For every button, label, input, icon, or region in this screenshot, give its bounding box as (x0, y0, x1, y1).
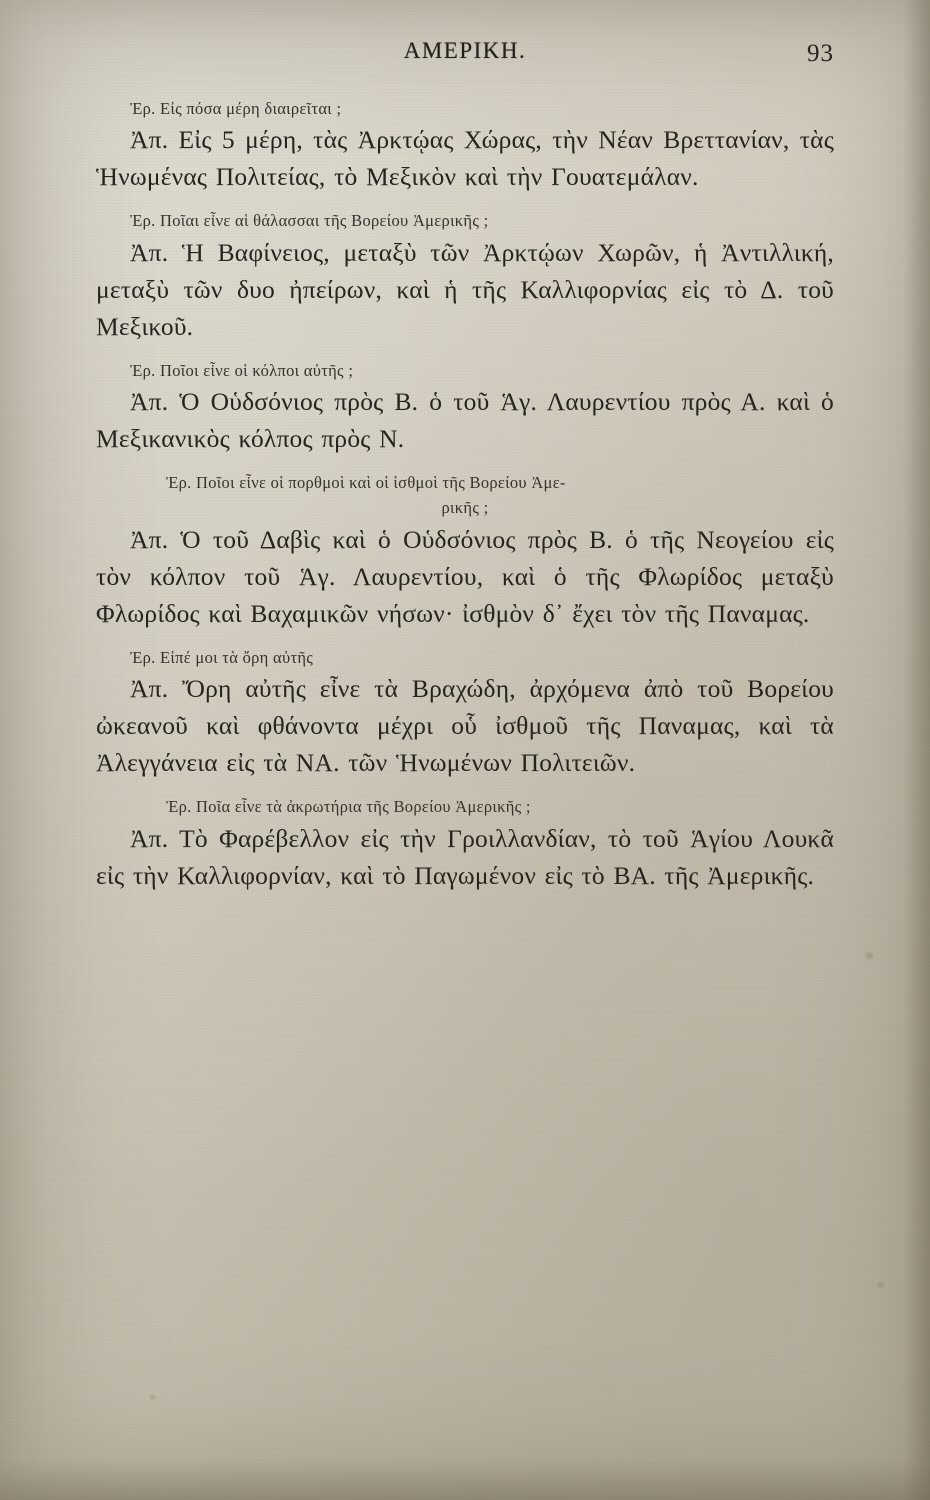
answer-paragraph: Ἀπ. Τὸ Φαρέβελλον εἰς τὴν Γροιλλανδίαν, τὸ τοῦ Ἁγίου Λουκᾶ εἰς τὴν Καλλιφορνίαν, καὶ τὸ Παγωμένον εἰς τὸ ΒΑ. τῆς Ἀμερικῆς. (96, 823, 834, 890)
paper-speck (866, 952, 873, 959)
page-edge-shadow-bottom (0, 1460, 930, 1500)
answer-paragraph: Ἀπ. Ὁ Οὑδσόνιος πρὸς Β. ὁ τοῦ Ἁγ. Λαυρεντίου πρὸς Α. καὶ ὁ Μεξικανικὸς κόλπος πρὸς Ν. (96, 387, 834, 454)
running-title: ΑΜΕΡΙΚΗ. (403, 38, 527, 63)
question-line: Ἐρ. Ποῖαι εἶνε αἱ θάλασσαι τῆς Βορείου Ἀμερικῆς ; (130, 211, 489, 231)
question-line: Ἐρ. Εἰπέ μοι τὰ ὄρη αὐτῆς (130, 647, 314, 667)
question-line-continuation: ρικῆς ; (441, 498, 489, 518)
question-line: Ἐρ. Εἰς πόσα μέρη διαιρεῖται ; (130, 99, 342, 118)
page-header (96, 38, 834, 84)
answer-paragraph: Ἀπ. Ἡ Βαφίνειος, μεταξὺ τῶν Ἀρκτῴων Χωρῶν, ἡ Ἀντιλλική, μεταξὺ τῶν δυο ἠπείρων, καὶ ἡ τῆς Καλλιφορνίας εἰς τὸ Δ. τοῦ Μεξικοῦ. (96, 237, 834, 341)
question-line: Ἐρ. Ποῖοι εἶνε οἱ κόλποι αὐτῆς ; (130, 360, 354, 380)
answer-paragraph: Ἀπ. Ὄρη αὐτῆς εἶνε τὰ Βραχώδη, ἀρχόμενα ἀπὸ τοῦ Βορείου ὠκεανοῦ καὶ φθάνοντα μέχρι οὗ ἰσθμοῦ τῆς Παναμας, καὶ τὰ Ἀλεγγάνεια εἰς τὰ ΝΑ. τῶν Ἡνωμένων Πολιτειῶν. (96, 674, 834, 778)
paper-speck (150, 1395, 155, 1400)
question-line: Ἐρ. Ποῖα εἶνε τὰ ἀκρωτήρια τῆς Βορείου Ἀμερικῆς ; (166, 797, 531, 817)
answer-paragraph: Ἀπ. Ὁ τοῦ Δαβὶς καὶ ὁ Οὑδσόνιος πρὸς Β. ὁ τῆς Νεογείου εἰς τὸν κόλπον τοῦ Ἁγ. Λαυρεντίου, καὶ ὁ τῆς Φλωρίδος μεταξὺ Φλωρίδος καὶ Βαχαμικῶν νήσων· ἰσθμὸν δ᾽ ἔχει τὸν τῆς Παναμας. (96, 524, 834, 628)
answer-paragraph: Ἀπ. Εἰς 5 μέρη, τὰς Ἀρκτῴας Χώρας, τὴν Νέαν Βρεττανίαν, τὰς Ἡνωμένας Πολιτείας, τὸ Μεξικὸν καὶ τὴν Γουατεμάλαν. (96, 125, 834, 192)
page-number: 93 (807, 40, 834, 67)
paper-speck (878, 1282, 884, 1288)
question-line: Ἐρ. Ποῖοι εἶνε οἱ πορθμοὶ καὶ οἱ ἰσθμοὶ τῆς Βορείου Ἀμε- (166, 473, 566, 493)
